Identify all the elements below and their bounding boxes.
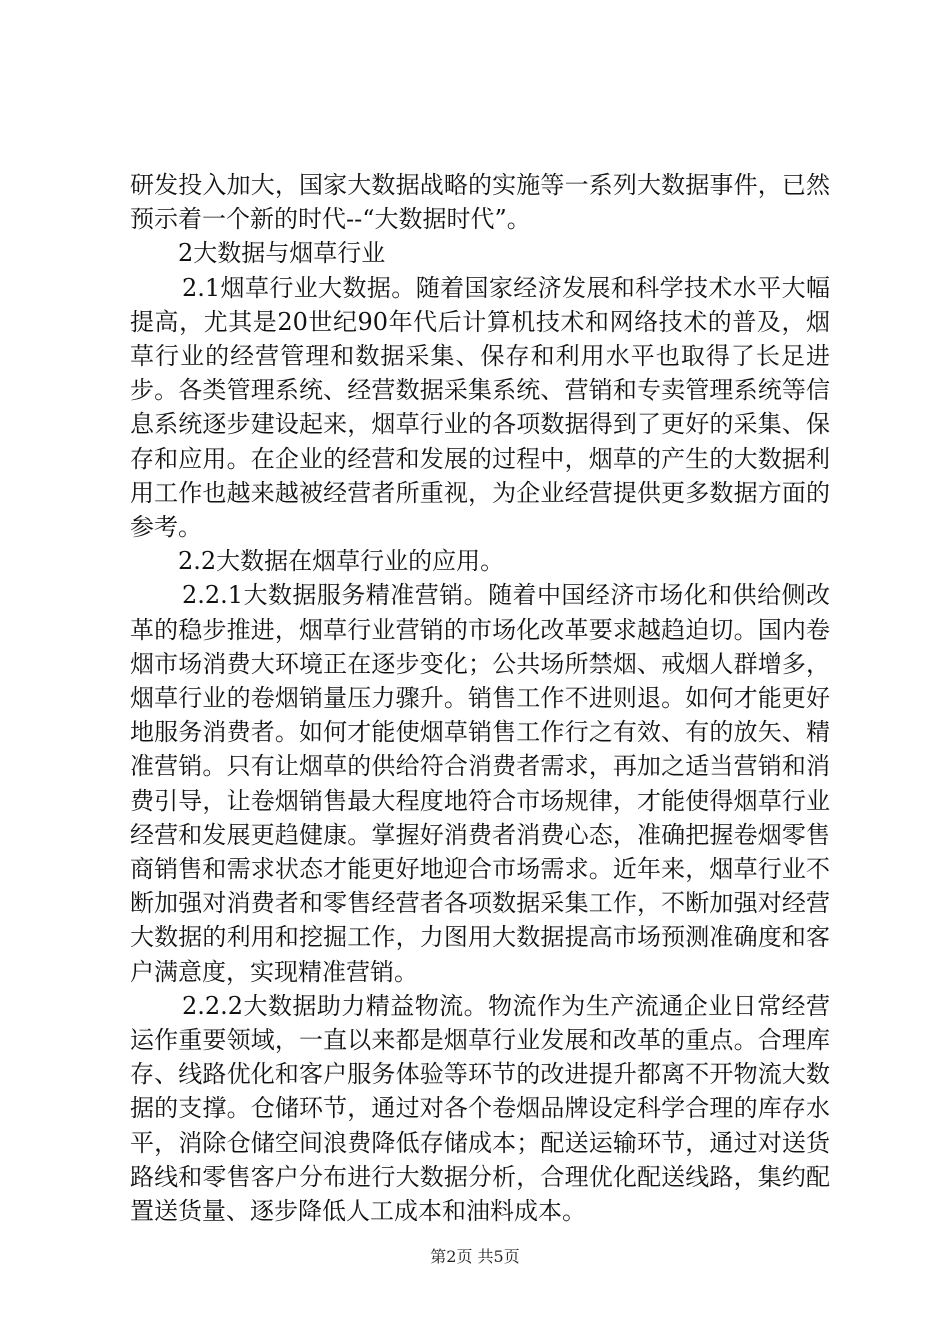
subsection-heading-2-2: 2.2大数据在烟草行业的应用。 — [178, 547, 505, 576]
paragraph-2-1: 2.1烟草行业大数据。随着国家经济发展和科学技术水平大幅提高，尤其是20世纪90年代后计算机技术和网络技术的普及，烟草行业的经营管理和数据采集、保存和利用水平也取得了长足进步。各类管理系统、经营数据采集系统、营销和专卖管理系统等信息系统逐步建设起来，烟草行业的各项数据得到了更好的采集、保存和应用。在企业的经营和发展的过程中，烟草的产生的大数据利用工作也越来越被经营者所重视，为企业经营提供更多数据方面的参考。 — [130, 273, 830, 542]
paragraph-2-2-2: 2.2.2大数据助力精益物流。物流作为生产流通企业日常经营运作重要领域，一直以来都是烟草行业发展和改革的重点。合理库存、线路优化和客户服务体验等环节的改进提升都离不开物流大数据的支撑。仓储环节，通过对各个卷烟品牌设定科学合理的库存水平，消除仓储空间浪费降低存储成本；配送运输环节，通过对送货路线和零售客户分布进行大数据分析，合理优化配送线路，集约配置送货量、逐步降低人工成本和油料成本。 — [130, 991, 830, 1226]
page-number-footer: 第2页 共5页 — [430, 1247, 520, 1266]
paragraph-2-2-1: 2.2.1大数据服务精准营销。随着中国经济市场化和供给侧改革的稳步推进，烟草行业营销的市场化改革要求越趋迫切。国内卷烟市场消费大环境正在逐步变化；公共场所禁烟、戒烟人群增多，烟草行业的卷烟销量压力骤升。销售工作不进则退。如何才能更好地服务消费者。如何才能使烟草销售工作行之有效、有的放矢、精准营销。只有让烟草的供给符合消费者需求，再加之适当营销和消费引导，让卷烟销售最大程度地符合市场规律，才能使得烟草行业经营和发展更趋健康。掌握好消费者消费心态，准确把握卷烟零售商销售和需求状态才能更好地迎合市场需求。近年来，烟草行业不断加强对消费者和零售经营者各项数据采集工作，不断加强对经营大数据的利用和挖掘工作，力图用大数据提高市场预测准确度和客户满意度，实现精准营销。 — [130, 581, 830, 986]
paragraph-continuation: 研发投入加大，国家大数据战略的实施等一系列大数据事件，已然预示着一个新的时代--“大数据时代”。 — [130, 171, 830, 234]
section-heading-2: 2大数据与烟草行业 — [178, 239, 386, 268]
document-body — [130, 168, 830, 1228]
